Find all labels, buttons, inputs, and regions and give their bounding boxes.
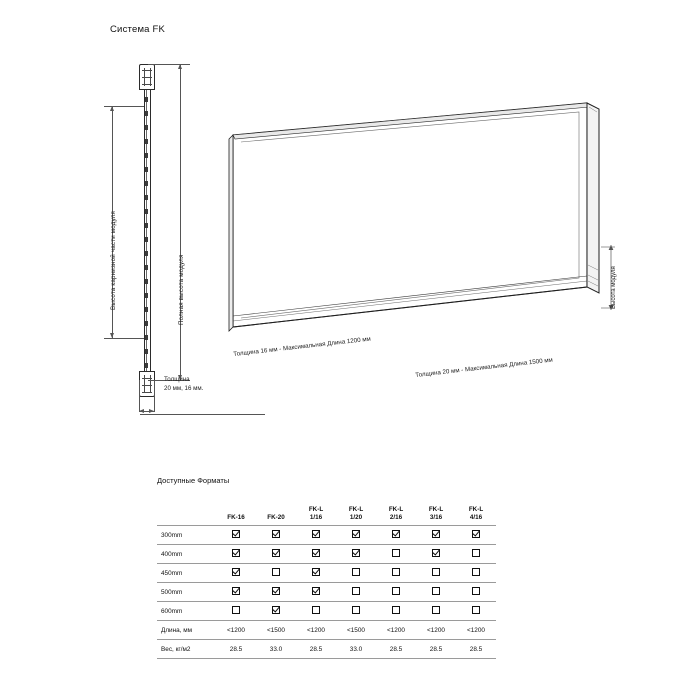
weight-value: 28.5 bbox=[416, 640, 456, 659]
checkbox-empty-icon[interactable] bbox=[392, 606, 400, 614]
col3-line1: FK-L bbox=[348, 506, 364, 514]
formats-header-row bbox=[157, 496, 496, 526]
weight-value: 28.5 bbox=[376, 640, 416, 659]
availability-cell[interactable] bbox=[336, 526, 376, 545]
rail-top-cap bbox=[139, 64, 155, 90]
checkbox-checked-icon[interactable] bbox=[272, 530, 280, 538]
column-header-fkl-1-16 bbox=[296, 496, 336, 526]
availability-cell[interactable] bbox=[376, 583, 416, 602]
availability-cell[interactable] bbox=[256, 545, 296, 564]
thickness-line-1: Толщина bbox=[164, 376, 190, 383]
checkbox-empty-icon[interactable] bbox=[352, 587, 360, 595]
table-row bbox=[157, 583, 496, 602]
availability-cell[interactable] bbox=[456, 526, 496, 545]
formats-table-body bbox=[157, 526, 496, 659]
col6-line2: 4/16 bbox=[469, 514, 483, 522]
availability-cell[interactable] bbox=[296, 526, 336, 545]
formats-title: Доступные Форматы bbox=[157, 476, 230, 485]
availability-cell[interactable] bbox=[376, 564, 416, 583]
checkbox-empty-icon[interactable] bbox=[392, 549, 400, 557]
weight-value: 33.0 bbox=[256, 640, 296, 659]
checkbox-empty-icon[interactable] bbox=[472, 549, 480, 557]
formats-table-head bbox=[157, 496, 496, 526]
availability-cell[interactable] bbox=[376, 602, 416, 621]
availability-cell[interactable] bbox=[416, 602, 456, 621]
availability-cell[interactable] bbox=[416, 583, 456, 602]
page-title: Система FK bbox=[110, 24, 166, 35]
availability-cell[interactable] bbox=[456, 564, 496, 583]
column-header-fkl-3-16 bbox=[416, 496, 456, 526]
checkbox-empty-icon[interactable] bbox=[392, 587, 400, 595]
rail-bottom-cap bbox=[139, 371, 155, 397]
checkbox-empty-icon[interactable] bbox=[472, 587, 480, 595]
col4-line2: 2/16 bbox=[389, 514, 403, 522]
table-row bbox=[157, 602, 496, 621]
checkbox-checked-icon[interactable] bbox=[232, 549, 240, 557]
table-row bbox=[157, 564, 496, 583]
checkbox-checked-icon[interactable] bbox=[312, 568, 320, 576]
availability-cell[interactable] bbox=[376, 526, 416, 545]
availability-cell[interactable] bbox=[296, 583, 336, 602]
checkbox-checked-icon[interactable] bbox=[232, 530, 240, 538]
col1-line1: FK-20 bbox=[267, 514, 285, 522]
checkbox-checked-icon[interactable] bbox=[232, 568, 240, 576]
row-label: Вес, кг/м2 bbox=[157, 640, 216, 659]
availability-cell[interactable] bbox=[336, 545, 376, 564]
availability-cell[interactable] bbox=[416, 564, 456, 583]
column-header-fkl-2-16 bbox=[376, 496, 416, 526]
availability-cell[interactable] bbox=[256, 583, 296, 602]
availability-cell[interactable] bbox=[336, 583, 376, 602]
availability-cell[interactable] bbox=[216, 564, 256, 583]
availability-cell[interactable] bbox=[256, 564, 296, 583]
availability-cell[interactable] bbox=[296, 545, 336, 564]
col4-line1: FK-L bbox=[388, 506, 404, 514]
availability-cell[interactable] bbox=[416, 545, 456, 564]
availability-cell[interactable] bbox=[256, 602, 296, 621]
availability-cell[interactable] bbox=[256, 526, 296, 545]
checkbox-checked-icon[interactable] bbox=[432, 530, 440, 538]
col6-line1: FK-L bbox=[468, 506, 484, 514]
availability-cell[interactable] bbox=[296, 602, 336, 621]
length-value: <1500 bbox=[256, 621, 296, 640]
availability-cell[interactable] bbox=[416, 526, 456, 545]
row-label: 600mm bbox=[157, 602, 216, 621]
panel-note-1: Толщина 16 мм - Максимальная Длина 1200 мм bbox=[233, 335, 372, 358]
panel-isometric bbox=[215, 95, 635, 395]
col0-line1: FK-16 bbox=[227, 514, 245, 522]
availability-cell[interactable] bbox=[336, 564, 376, 583]
availability-cell[interactable] bbox=[216, 602, 256, 621]
thickness-line-2: 20 мм, 16 мм. bbox=[164, 385, 204, 393]
weight-value: 28.5 bbox=[296, 640, 336, 659]
table-row-weight bbox=[157, 640, 496, 659]
weight-value: 33.0 bbox=[336, 640, 376, 659]
row-label: 500mm bbox=[157, 583, 216, 602]
row-label: 450mm bbox=[157, 564, 216, 583]
availability-cell[interactable] bbox=[456, 583, 496, 602]
checkbox-checked-icon[interactable] bbox=[312, 530, 320, 538]
table-row bbox=[157, 526, 496, 545]
checkbox-empty-icon[interactable] bbox=[352, 606, 360, 614]
rail-profile bbox=[140, 85, 155, 375]
length-value: <1500 bbox=[336, 621, 376, 640]
col5-line1: FK-L bbox=[428, 506, 444, 514]
availability-cell[interactable] bbox=[456, 545, 496, 564]
checkbox-checked-icon[interactable] bbox=[312, 549, 320, 557]
checkbox-empty-icon[interactable] bbox=[472, 568, 480, 576]
weight-value: 28.5 bbox=[456, 640, 496, 659]
length-value: <1200 bbox=[416, 621, 456, 640]
length-value: <1200 bbox=[216, 621, 256, 640]
table-row-length bbox=[157, 621, 496, 640]
col5-line2: 3/16 bbox=[429, 514, 443, 522]
availability-cell[interactable] bbox=[456, 602, 496, 621]
column-header-fkl-4-16 bbox=[456, 496, 496, 526]
checkbox-checked-icon[interactable] bbox=[312, 587, 320, 595]
column-header-fk20 bbox=[256, 496, 296, 526]
dim-carnice-height-label: Высота карнизной части модуля bbox=[110, 210, 117, 310]
dim-full-height-label: Полная высота модуля bbox=[178, 254, 185, 325]
checkbox-empty-icon[interactable] bbox=[232, 606, 240, 614]
row-label: 400mm bbox=[157, 545, 216, 564]
availability-cell[interactable] bbox=[216, 545, 256, 564]
checkbox-empty-icon[interactable] bbox=[472, 606, 480, 614]
col3-line2: 1/20 bbox=[349, 514, 363, 522]
column-header-fkl-1-20 bbox=[336, 496, 376, 526]
row-label: Длина, мм bbox=[157, 621, 216, 640]
checkbox-empty-icon[interactable] bbox=[272, 568, 280, 576]
checkbox-empty-icon[interactable] bbox=[432, 568, 440, 576]
checkbox-checked-icon[interactable] bbox=[232, 587, 240, 595]
checkbox-empty-icon[interactable] bbox=[432, 587, 440, 595]
panel-side-note: Высота модуля bbox=[611, 266, 617, 309]
availability-cell[interactable] bbox=[216, 583, 256, 602]
checkbox-empty-icon[interactable] bbox=[392, 568, 400, 576]
checkbox-checked-icon[interactable] bbox=[272, 549, 280, 557]
checkbox-empty-icon[interactable] bbox=[432, 606, 440, 614]
column-header-fk16 bbox=[216, 496, 256, 526]
table-row bbox=[157, 545, 496, 564]
availability-cell[interactable] bbox=[336, 602, 376, 621]
formats-table bbox=[157, 496, 496, 659]
checkbox-checked-icon[interactable] bbox=[272, 587, 280, 595]
checkbox-checked-icon[interactable] bbox=[392, 530, 400, 538]
checkbox-checked-icon[interactable] bbox=[432, 549, 440, 557]
panel-note-2: Толщина 20 мм - Максимальная Длина 1500 мм bbox=[415, 356, 554, 379]
checkbox-empty-icon[interactable] bbox=[312, 606, 320, 614]
availability-cell[interactable] bbox=[296, 564, 336, 583]
weight-value: 28.5 bbox=[216, 640, 256, 659]
row-label: 300mm bbox=[157, 526, 216, 545]
formats-corner-cell bbox=[157, 496, 216, 526]
availability-cell[interactable] bbox=[376, 545, 416, 564]
length-value: <1200 bbox=[296, 621, 336, 640]
length-value: <1200 bbox=[456, 621, 496, 640]
col2-line2: 1/16 bbox=[309, 514, 323, 522]
checkbox-checked-icon[interactable] bbox=[352, 549, 360, 557]
availability-cell[interactable] bbox=[216, 526, 256, 545]
checkbox-checked-icon[interactable] bbox=[472, 530, 480, 538]
checkbox-checked-icon[interactable] bbox=[352, 530, 360, 538]
dim-full-height bbox=[180, 64, 181, 380]
length-value: <1200 bbox=[376, 621, 416, 640]
dim-thickness-label bbox=[164, 375, 203, 394]
checkbox-empty-icon[interactable] bbox=[352, 568, 360, 576]
checkbox-checked-icon[interactable] bbox=[272, 606, 280, 614]
ground-line bbox=[140, 414, 265, 415]
col2-line1: FK-L bbox=[308, 506, 324, 514]
